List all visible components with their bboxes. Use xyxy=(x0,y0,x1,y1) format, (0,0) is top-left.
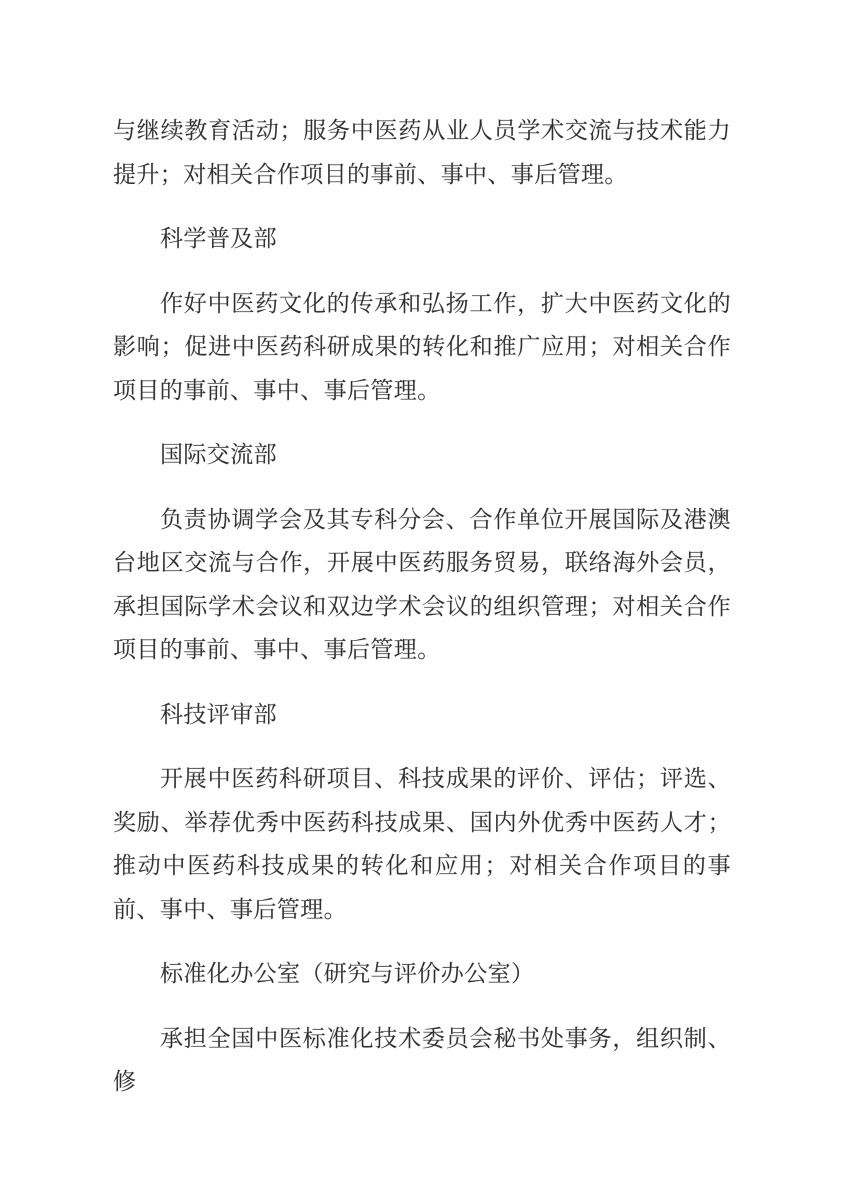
section-heading-standardization-office: 标准化办公室（研究与评价办公室） xyxy=(160,961,535,986)
paragraph-continuing-education-continuation: 与继续教育活动；服务中医药从业人员学术交流与技术能力提升；对相关合作项目的事前、事中、事后管理。 xyxy=(113,118,731,187)
section-heading-international-exchange-dept: 国际交流部 xyxy=(160,442,277,467)
paragraph-science-popularization-duties: 作好中医药文化的传承和弘扬工作，扩大中医药文化的影响；促进中医药科研成果的转化和推广应用；对相关合作项目的事前、事中、事后管理。 xyxy=(113,290,731,403)
section-heading-science-popularization-dept: 科学普及部 xyxy=(160,226,277,251)
section-heading-sci-tech-review-dept: 科技评审部 xyxy=(160,701,277,727)
paragraph-sci-tech-review-duties: 开展中医药科研项目、科技成果的评价、评估；评选、奖励、举荐优秀中医药科技成果、国内外优秀中医药人才；推动中医药科技成果的转化和应用；对相关合作项目的事前、事中、事后管理。 xyxy=(113,766,731,922)
document-text-block xyxy=(113,109,731,1125)
paragraph-international-exchange-duties: 负责协调学会及其专科分会、合作单位开展国际及港澳台地区交流与合作，开展中医药服务贸易，联络海外会员，承担国际学术会议和双边学术会议的组织管理；对相关合作项目的事前、事中、事后管理。 xyxy=(113,506,731,662)
paragraph-standardization-office-duties: 承担全国中医标准化技术委员会秘书处事务，组织制、修 xyxy=(113,1025,731,1094)
